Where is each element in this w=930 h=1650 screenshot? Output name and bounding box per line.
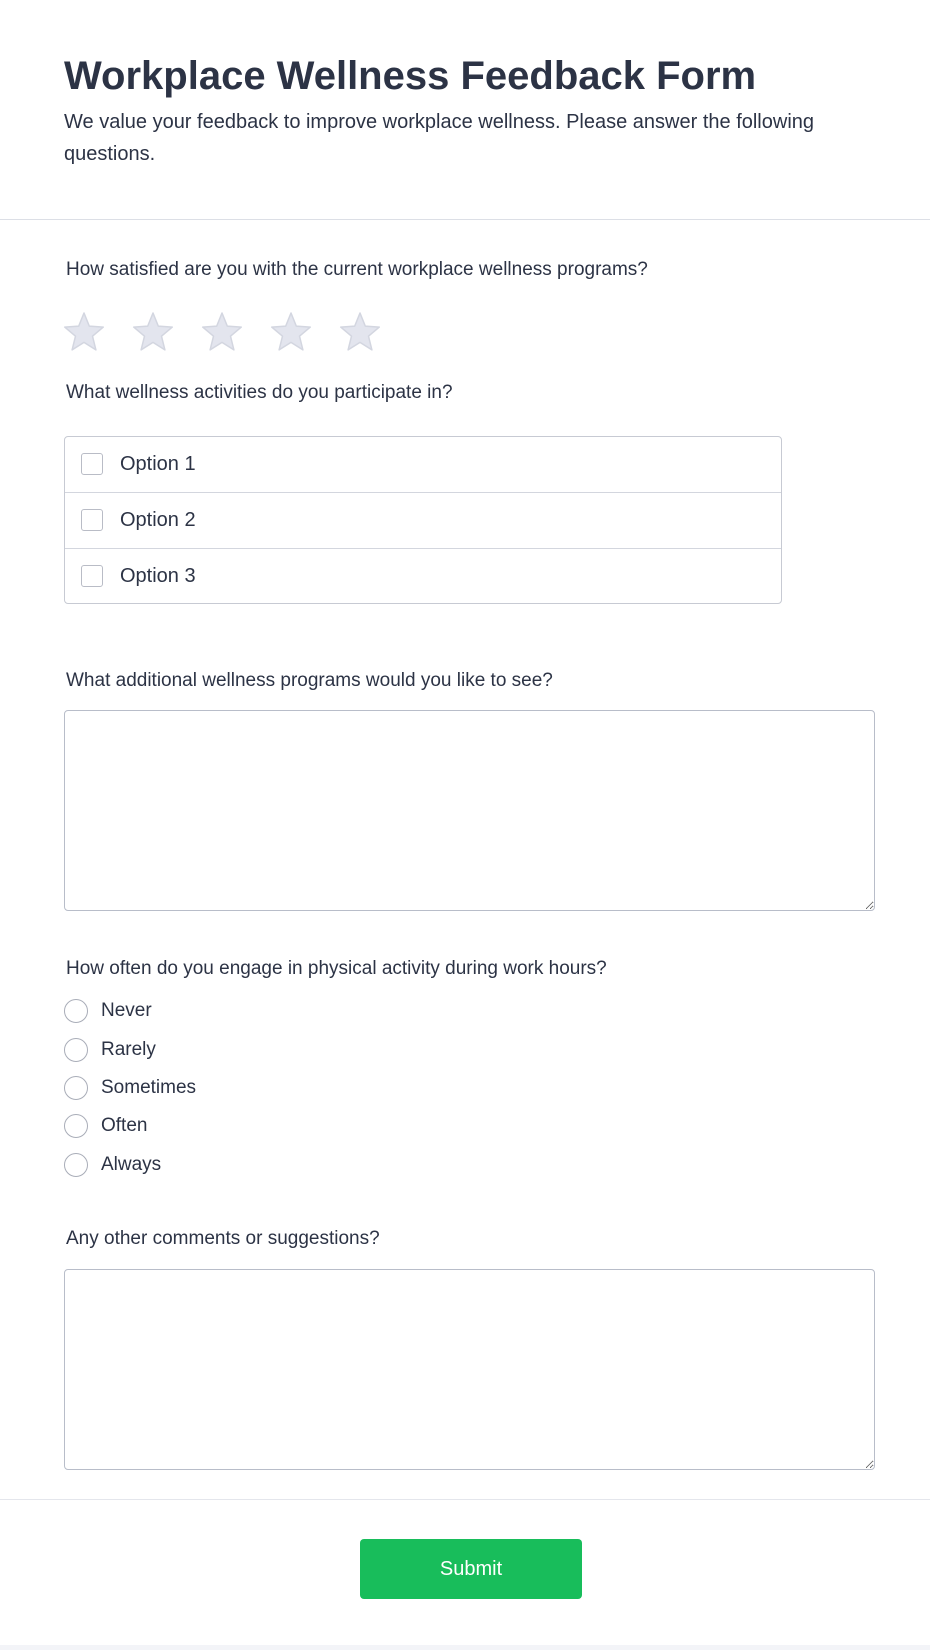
form-footer (0, 1499, 930, 1645)
star-icon[interactable] (338, 310, 382, 354)
radio-label: Often (101, 1115, 148, 1136)
star-icon[interactable] (200, 310, 244, 354)
checkbox-label: Option 2 (120, 509, 196, 531)
comments-question-label: Any other comments or suggestions? (66, 1228, 380, 1249)
activities-question-label: What wellness activities do you participate in? (66, 382, 453, 403)
radio-label: Never (101, 1000, 152, 1021)
additional-programs-question-label: What additional wellness programs would you like to see? (66, 670, 553, 691)
activities-checkbox-list (64, 436, 782, 604)
star-icon[interactable] (62, 310, 106, 354)
submit-button[interactable]: Submit (360, 1539, 582, 1599)
checkbox[interactable] (81, 509, 103, 531)
comments-textarea[interactable] (64, 1269, 875, 1470)
checkbox[interactable] (81, 565, 103, 587)
radio-button[interactable] (64, 1038, 88, 1062)
checkbox-label: Option 1 (120, 453, 196, 475)
radio-button[interactable] (64, 1114, 88, 1138)
radio-label: Always (101, 1154, 162, 1175)
checkbox-option[interactable] (65, 437, 781, 493)
star-icon[interactable] (131, 310, 175, 354)
additional-programs-textarea[interactable] (64, 710, 875, 911)
radio-button[interactable] (64, 1076, 88, 1100)
checkbox-option[interactable] (65, 493, 781, 549)
radio-label: Sometimes (101, 1077, 197, 1098)
form-description: We value your feedback to improve workplace wellness. Please answer the following questions. (64, 111, 815, 165)
checkbox[interactable] (81, 453, 103, 475)
form-title: Workplace Wellness Feedback Form (64, 54, 757, 98)
radio-button[interactable] (64, 1153, 88, 1177)
satisfaction-question-label: How satisfied are you with the current workplace wellness programs? (66, 259, 648, 280)
star-rating[interactable] (62, 310, 407, 354)
radio-label: Rarely (101, 1039, 156, 1060)
radio-button[interactable] (64, 999, 88, 1023)
star-icon[interactable] (269, 310, 313, 354)
form-header (0, 0, 930, 220)
physical-activity-question-label: How often do you engage in physical activity during work hours? (66, 958, 607, 979)
checkbox-option[interactable] (65, 549, 781, 605)
checkbox-label: Option 3 (120, 565, 196, 587)
